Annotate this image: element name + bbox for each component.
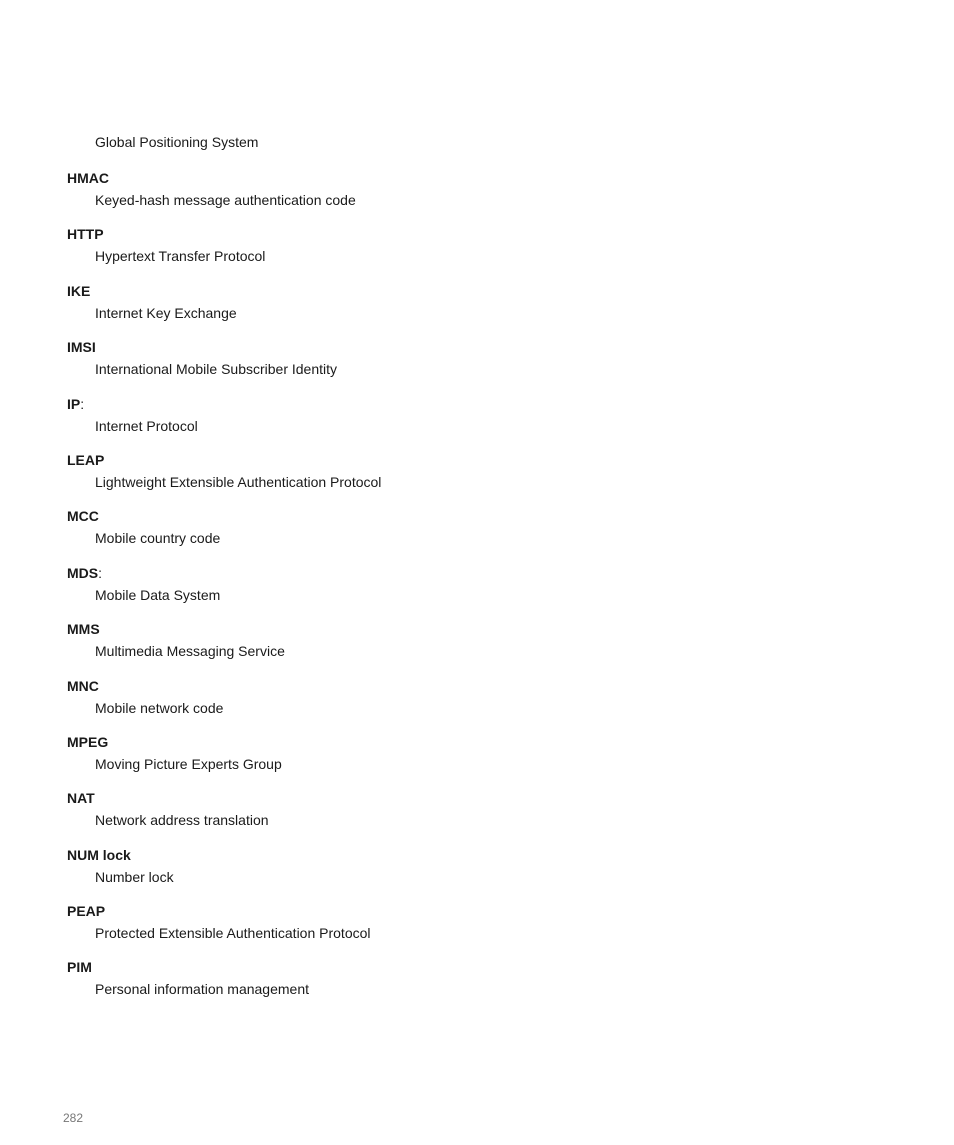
glossary-definition: Mobile country code — [95, 530, 221, 547]
glossary-term — [67, 450, 887, 470]
glossary-entry-leap — [67, 450, 887, 506]
glossary-continued-definition: Global Positioning System — [95, 134, 259, 150]
glossary-entry-mms — [67, 619, 887, 675]
glossary-entry-peap — [67, 901, 887, 957]
glossary-term — [67, 732, 887, 752]
term-label: NUM lock — [67, 846, 131, 863]
glossary-definition: International Mobile Subscriber Identity — [95, 361, 338, 378]
term-suffix: : — [80, 395, 85, 412]
page-number: 282 — [63, 1111, 84, 1125]
glossary-definition: Mobile network code — [95, 699, 224, 716]
term-label: MPEG — [67, 733, 109, 750]
glossary-term — [67, 957, 887, 977]
glossary-entry-ike — [67, 281, 887, 337]
glossary-entry-num-lock — [67, 845, 887, 901]
glossary-entry-ip — [67, 394, 887, 450]
glossary-term — [67, 619, 887, 639]
term-label: MMS — [67, 621, 100, 638]
term-suffix: : — [98, 564, 103, 581]
glossary-term — [67, 168, 887, 188]
term-label: PIM — [67, 959, 92, 976]
glossary-term — [67, 224, 887, 244]
term-label: MNC — [67, 677, 99, 694]
term-label: LEAP — [67, 451, 105, 468]
glossary-entry-mpeg — [67, 732, 887, 788]
glossary-term — [67, 788, 887, 808]
term-label: HMAC — [67, 170, 109, 186]
glossary-definition: Mobile Data System — [95, 586, 221, 603]
glossary-term — [67, 845, 887, 865]
glossary-term — [67, 901, 887, 921]
glossary-definition: Internet Protocol — [95, 417, 198, 434]
glossary-definition: Protected Extensible Authentication Protocol — [95, 925, 371, 942]
glossary-entry-mnc — [67, 676, 887, 732]
term-label: NAT — [67, 790, 95, 807]
term-label: PEAP — [67, 903, 106, 920]
glossary-entry-http — [67, 224, 887, 280]
glossary-term — [67, 676, 887, 696]
glossary-term — [67, 337, 887, 357]
glossary-definition: Internet Key Exchange — [95, 304, 237, 321]
glossary-definition: Keyed-hash message authentication code — [95, 192, 356, 208]
term-label: MCC — [67, 508, 99, 525]
glossary-term — [67, 281, 887, 301]
glossary-definition: Multimedia Messaging Service — [95, 643, 285, 660]
glossary-definition: Lightweight Extensible Authentication Protocol — [95, 473, 382, 490]
glossary-term — [67, 506, 887, 526]
glossary-definition: Network address translation — [95, 812, 269, 829]
glossary-entry-pim — [67, 957, 887, 1013]
glossary-entry-mcc — [67, 506, 887, 562]
spacer — [67, 152, 887, 168]
glossary-term — [67, 563, 887, 583]
glossary-entry-nat — [67, 788, 887, 844]
glossary-entry-imsi — [67, 337, 887, 393]
glossary-definition: Moving Picture Experts Group — [95, 755, 282, 772]
glossary-entry-hmac — [67, 168, 887, 224]
glossary-term — [67, 394, 887, 414]
glossary-definition: Hypertext Transfer Protocol — [95, 248, 266, 265]
term-label: MDS — [67, 564, 99, 581]
term-label: HTTP — [67, 226, 104, 243]
term-label: IP — [67, 395, 81, 412]
glossary-definition: Personal information management — [95, 981, 310, 998]
term-label: IKE — [67, 282, 91, 299]
term-label: IMSI — [67, 339, 96, 356]
glossary-entry-mds — [67, 563, 887, 619]
glossary-definition: Number lock — [95, 868, 174, 885]
glossary-list — [67, 132, 887, 1014]
